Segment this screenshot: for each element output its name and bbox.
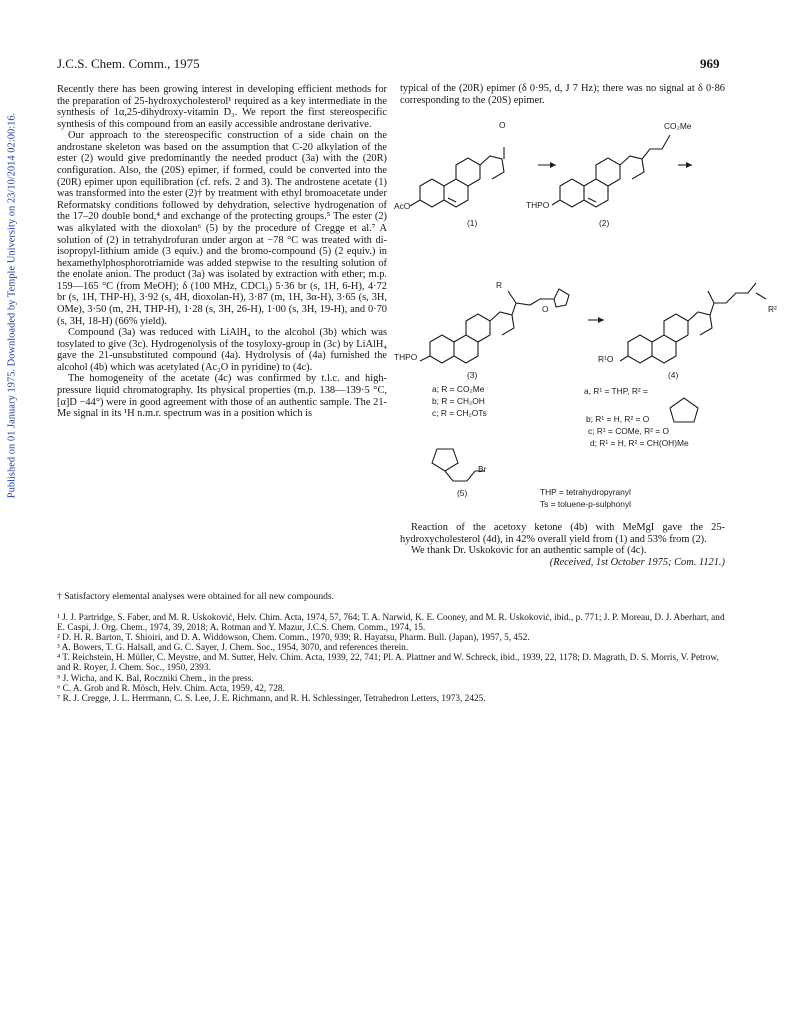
reference-1: ¹ J. J. Partridge, S. Faber, and M. R. Uskoković, Helv. Chim. Acta, 1974, 57, 764; T. A. Narwid, K. E. Cooney, and M. R. Uskoković, ibid., p. 771; J. P. Moreau, D. J. Aberhart, and E. Caspi, J. Org. Chem., 1974, 39, 2018; A. Rotman and Y. Mazur, J.C.S. Chem. Comm., 1974, 15.: [57, 613, 725, 634]
thpo-label-3: THPO: [394, 352, 418, 362]
compound-4-number: (4): [668, 370, 679, 380]
paragraph-grignard: Reaction of the acetoxy ketone (4b) with MeMgI gave the 25-hydroxycholesterol (4d), in 42% overall yield from (1) and 53% from (2).: [400, 522, 725, 545]
journal-header: J.C.S. Chem. Comm., 1975: [57, 56, 200, 71]
thpo-label-2: THPO: [526, 200, 550, 210]
paragraph-reduction: Compound (3a) was reduced with LiAlH₄ to the alcohol (3b) which was tosylated to give (3c). Hydrogenolysis of the tosyloxy-group in (3c) by LiAlH₄ gave the 21-unsubstituted compound (4a). Hydrolysis of (4a) furnished the alcohol (4b) which was acetylated (Ac₂O in pyridine) to (4c).: [57, 327, 387, 373]
reference-5: ⁵ J. Wicha, and K. Bal, Roczniki Chem., in the press.: [57, 673, 254, 684]
left-column: [57, 84, 387, 420]
paragraph-approach: Our approach to the stereospecific construction of a side chain on the androstane skeleton was based on the assumption that C-20 alkylation of the ester (2) would give predominantly the needed product (3a) with the (20R) configuration. Also, the (20S) epimer, if formed, could be converted into the (20R) epimer upon equilibration (cf. refs. 2 and 3). The androstene acetate (1) was transformed into the ester (2)† by treatment with ethyl bromoacetate under Reformatsky conditions followed by dehydration, selective hydrogenation of the 17–20 double bond,⁴ and exchange of the protecting groups.⁵ The ester (2) was alkylated with the dioxolan⁶ (5) by the procedure of Cregge et al.⁷ A solution of (2) in tetrahydrofuran under argon at −78 °C was treated with di-isopropyl-lithium amide (3 equiv.) and the bromo-compound (5) (2 equiv.) in hexamethylphosphorotriamide was added stepwise to the resulting solution of the enolate anion. The product (3a) was isolated by extraction with ether; m.p. 159—165 °C (from MeOH); δ (100 MHz, CDCl₃) 5·36 br (s, 1H, 6-H), 4·72 br (s, 1H, THP-H), 3·92 (s, 4H, dioxolan-H), 3·87 (m, 1H, 3α-H), 3·65 (s, 3H, OMe), 3·50 (m, 2H, THP-H), 1·28 (s, 3H, 26-H), 1·00 (s, 3H, 19-H), and 0·70 (s, 3H, 18-H) (66% yield).: [57, 130, 387, 327]
reference-6: ⁶ C. A. Grob and R. Mösch, Helv. Chim. Acta, 1959, 42, 728.: [57, 683, 285, 694]
compound-5-number: (5): [457, 488, 468, 498]
substituent-4d: d; R¹ = H, R² = CH(OH)Me: [590, 438, 689, 448]
reference-3: ³ A. Bowers, T. G. Halsall, and G. C. Sayer, J. Chem. Soc., 1954, 3070, and references therein.: [57, 643, 409, 654]
reference-7: ⁷ R. J. Cregge, J. L. Herrmann, C. S. Lee, J. E. Richmann, and R. H. Schlessinger, Tetrahedron Letters, 1973, 2425.: [57, 693, 486, 704]
download-watermark: Published on 01 January 1975. Downloaded by Temple University on 23/10/2014 02:00:16.: [6, 112, 18, 499]
steroid-2: [552, 135, 670, 207]
substituent-3a: a; R = CO₂Me: [432, 384, 485, 394]
substituent-3c: c; R = CH₂OTs: [432, 408, 487, 418]
bromo-label: Br: [478, 464, 487, 474]
paragraph-continued: typical of the (20R) epimer (δ 0·95, d, J 7 Hz); there was no signal at δ 0·86 corresponding to the (20S) epimer.: [400, 83, 725, 106]
reference-2: ² D. H. R. Barton, T. Shioiri, and D. A. Widdowson, Chem. Comm., 1970, 939; R. Hayatsu, Pharm. Bull. (Japan), 1957, 5, 452.: [57, 633, 530, 644]
compound-2-number: (2): [599, 218, 610, 228]
right-column-top: [400, 83, 725, 106]
dioxolan-ring-legend: [670, 398, 698, 422]
r-substituent: R: [496, 280, 503, 290]
compound-3-number: (3): [467, 370, 478, 380]
steroid-3: [420, 289, 569, 363]
compound-1-number: (1): [467, 218, 478, 228]
keto-oxygen: O: [499, 120, 506, 130]
abbrev-thp: THP = tetrahydropyranyl: [540, 487, 631, 497]
substituent-4c: c; R¹ = COMe, R² = O: [588, 426, 669, 436]
steroid-1: [410, 147, 504, 207]
paragraph-acknowledgement: We thank Dr. Uskokovic for an authentic sample of (4c).: [411, 545, 647, 557]
r2-substituent: R²: [768, 304, 777, 314]
r1o-label: R¹O: [598, 354, 614, 364]
footnote-dagger: † Satisfactory elemental analyses were obtained for all new compounds.: [57, 591, 335, 602]
paragraph-homogeneity: The homogeneity of the acetate (4c) was confirmed by t.l.c. and high-pressure liquid chromatography. Its physical properties (m.p. 138—139·5 °C, [α]D −44°) were in good agreement with those of an authentic sample. The 21-Me signal in its ¹H n.m.r. spectrum was in a position which is: [57, 373, 387, 420]
steroid-4: [620, 283, 766, 363]
received-date: (Received, 1st October 1975; Com. 1121.): [549, 557, 725, 569]
reaction-scheme: [392, 112, 792, 517]
substituent-4a: a, R¹ = THP, R² =: [584, 386, 648, 396]
acetoxy-label: AcO: [394, 201, 411, 211]
right-column-bottom: [400, 522, 725, 569]
references-list: [57, 613, 727, 704]
dioxolan-5: [432, 449, 458, 471]
paragraph-intro: Recently there has been growing interest in developing efficient methods for the preparation of 25-hydroxycholesterol¹ required as a key intermediate in the synthesis of 1α,25-dihydroxy-vitamin D₃. We report the first stereospecific synthesis of this compound from an easily accessible androstane derivative.: [57, 84, 387, 130]
abbrev-ts: Ts = toluene-p-sulphonyl: [540, 499, 632, 509]
reference-4: ⁴ T. Reichstein, H. Müller, C. Meystre, and M. Sutter, Helv. Chim. Acta, 1939, 22, 741; Pl. A. Plattner and W. Schreck, ibid., 1939, 22, 1178; D. Magrath, D. S. Morris, V. Petrow, and R. Royer, J. Chem. Soc., 1950, 2393.: [57, 653, 719, 674]
substituent-4b: b; R¹ = H, R² = O: [586, 414, 650, 424]
substituent-3b: b; R = CH₂OH: [432, 396, 485, 406]
ester-label: CO₂Me: [664, 121, 692, 131]
dioxolan-oxygen: O: [542, 304, 549, 314]
page-number: 969: [700, 56, 720, 71]
